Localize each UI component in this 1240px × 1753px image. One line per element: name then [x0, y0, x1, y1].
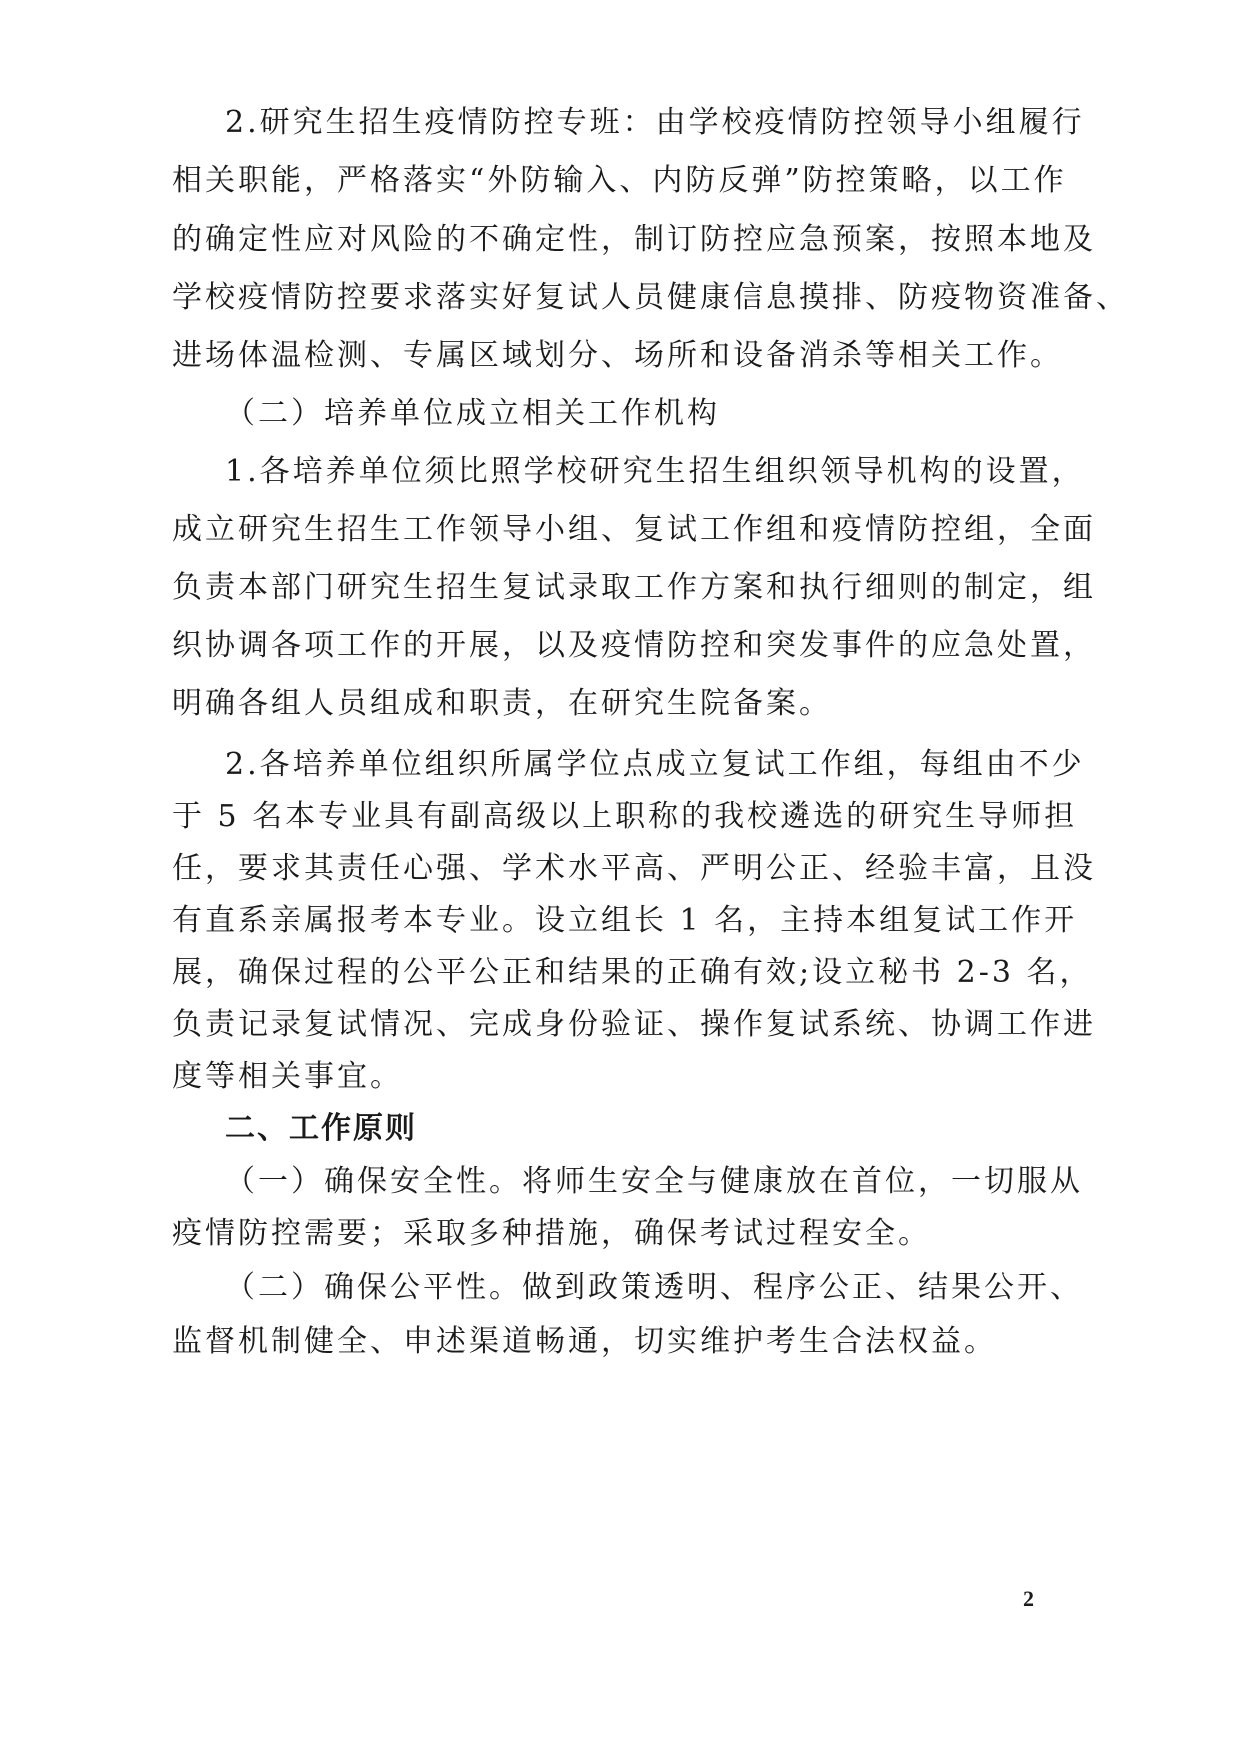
paragraph-line: 负责本部门研究生招生复试录取工作方案和执行细则的制定，组	[172, 570, 1096, 605]
paragraph-line: 有直系亲属报考本专业。设立组长 1 名，主持本组复试工作开	[172, 903, 1078, 938]
paragraph-line: 度等相关事宜。	[172, 1059, 403, 1094]
paragraph-line: 2.各培养单位组织所属学位点成立复试工作组，每组由不少	[225, 747, 1085, 782]
paragraph-line: 监督机制健全、申述渠道畅通，切实维护考生合法权益。	[172, 1324, 997, 1359]
paragraph-line: 进场体温检测、专属区域划分、场所和设备消杀等相关工作。	[172, 338, 1063, 373]
paragraph-line: （二）确保公平性。做到政策透明、程序公正、结果公开、	[225, 1270, 1083, 1305]
paragraph-line: 疫情防控需要；采取多种措施，确保考试过程安全。	[172, 1216, 931, 1251]
paragraph-line: 的确定性应对风险的不确定性，制订防控应急预案，按照本地及	[172, 222, 1096, 257]
paragraph-line: 任，要求其责任心强、学术水平高、严明公正、经验丰富，且没	[172, 851, 1096, 886]
paragraph-line: 织协调各项工作的开展，以及疫情防控和突发事件的应急处置，	[172, 628, 1096, 663]
section-heading: 二、工作原则	[225, 1111, 417, 1146]
paragraph-line: 于 5 名本专业具有副高级以上职称的我校遴选的研究生导师担	[172, 799, 1078, 834]
paragraph-line: 明确各组人员组成和职责，在研究生院备案。	[172, 686, 832, 721]
paragraph-line: 1.各培养单位须比照学校研究生招生组织领导机构的设置，	[225, 454, 1085, 489]
section-subheading: （二）培养单位成立相关工作机构	[225, 396, 720, 431]
paragraph-line: 展，确保过程的公平公正和结果的正确有效;设立秘书 2-3 名，	[172, 955, 1093, 990]
paragraph-line: （一）确保安全性。将师生安全与健康放在首位，一切服从	[225, 1164, 1083, 1199]
paragraph-line: 2.研究生招生疫情防控专班：由学校疫情防控领导小组履行	[225, 105, 1085, 140]
paragraph-line: 学校疫情防控要求落实好复试人员健康信息摸排、防疫物资准备、	[172, 280, 1129, 315]
paragraph-line: 成立研究生招生工作领导小组、复试工作组和疫情防控组，全面	[172, 512, 1096, 547]
paragraph-line: 负责记录复试情况、完成身份验证、操作复试系统、协调工作进	[172, 1007, 1096, 1042]
paragraph-line: 相关职能，严格落实“外防输入、内防反弹”防控策略，以工作	[172, 163, 1067, 198]
page-number: 2	[1023, 1586, 1034, 1611]
